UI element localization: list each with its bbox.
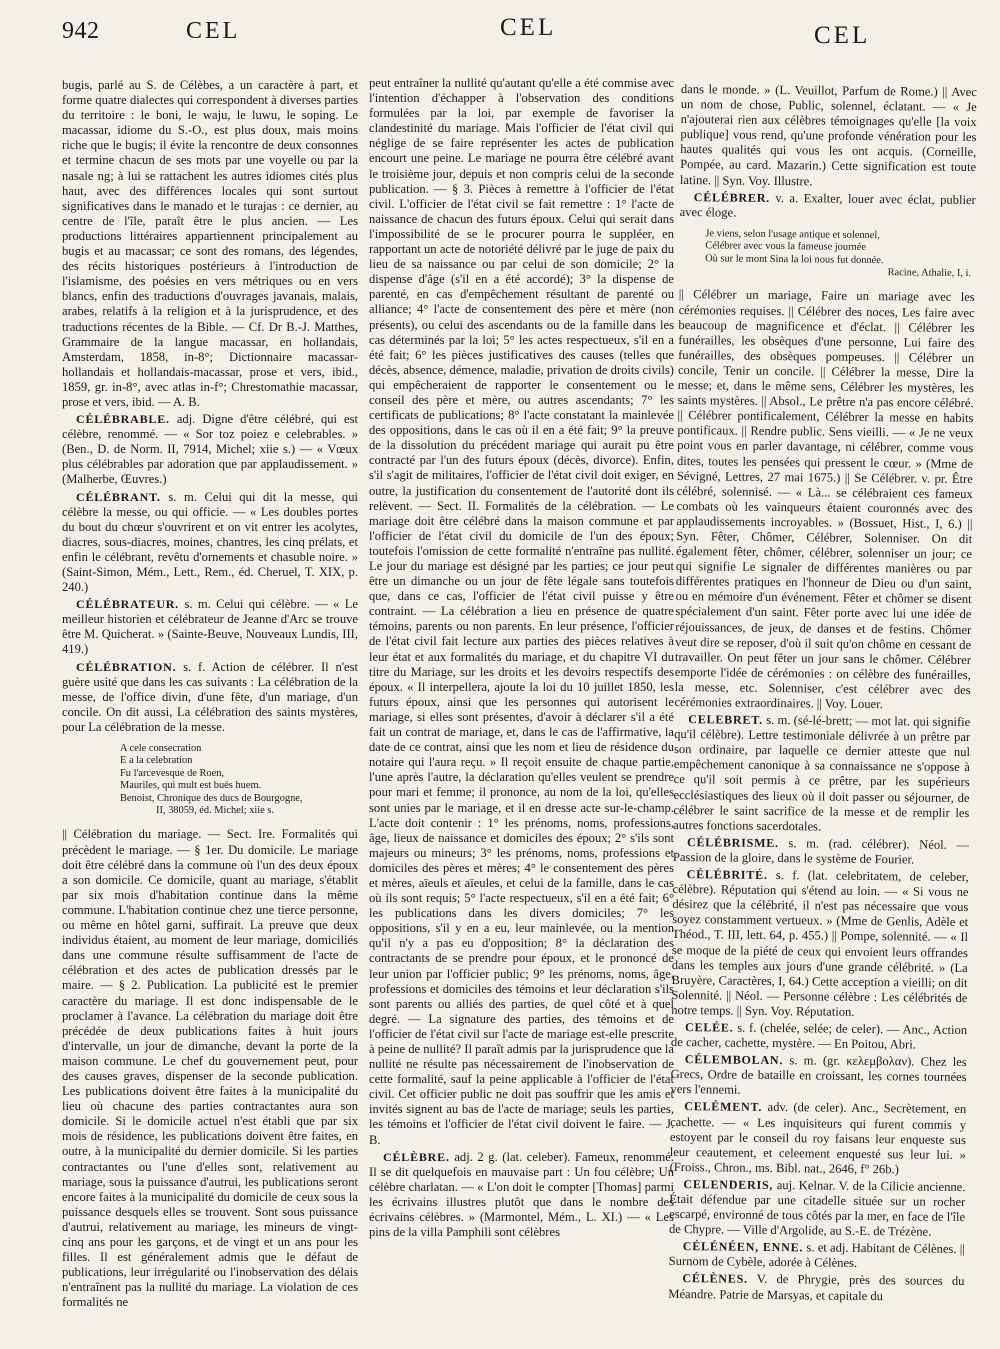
- entry-body: s. m. Celui qui célèbre. — « Le meilleur historien et célébrateur de Jeanne d'Arc se trouve être M. Quicherat. » (Sainte-Beuve, Nouveaux Lundis, III, 419.): [62, 597, 358, 657]
- entry-celebrable: [62, 412, 358, 487]
- entry-body: s. et adj. Habitant de Célènes. || Surnom de Cybèle, adorée à Célènes.: [668, 1240, 965, 1271]
- entry-celebrateur: [62, 597, 358, 657]
- paragraph-celebration-mariage: || Célébration du mariage. — Sect. Ire. Formalités qui précèdent le mariage. — § 1er. Du domicile. Le mariage doit être célébré dans la commune où l'un des deux époux a son domicile. Ce domicile, quant au mariage, s'établit par six mois d'habitation continue dans la même commune. L'habitation continue chez une tierce personne, ou même en hôtel garni, suffirait. La preuve que deux individus étaient, au moment de leur mariage, domiciliés dans une commune résulte suffisamment de l'acte de célébration et des actes de publication dressés par le maire. — § 2. Publication. La publicité est le premier caractère du mariage. Il est donc indispensable de le proclamer à l'avance. La célébration du mariage doit être précédée de deux publications faites à huit jours d'intervalle, un jour de dimanche, devant la porte de la maison commune. Le chef du gouvernement peut, pour des causes graves, dispenser de la seconde publication. Les publications doivent être faites à la municipalité du lieu où chacune des parties contractantes aura son domicile. Si le domicile actuel n'est établi que par six mois de résidence, les publications doivent être faites, en outre, à la municipalité du dernier domicile. Si les parties contractantes ou l'une d'elles sont, relativement au mariage, sous la puissance d'autrui, les publications seront encore faites à la municipalité du domicile de ceux sous la puissance desquels elles se trouvent. Sont sous puissance d'autrui, relativement au mariage, les mineurs de vingt-cinq ans pour les garçons, et de vingt et un ans pour les filles. Il est généralement admis que le défaut de publications, leur irrégularité ou l'inobservation des délais n'entraînent pas la nullité du mariage. La violation de ces formalités ne: [62, 827, 358, 1310]
- entry-body: s. f. (chelée, selée; de celer). — Anc., Action de cacher, cachette, mystère. — En Poitou, Abri.: [670, 1020, 968, 1052]
- entry-body: s. m. (rad. célébrer). Néol. — Passion de la gloire, dans le système de Fourier.: [672, 836, 970, 867]
- headword: CÉLÉBRATEUR.: [76, 597, 180, 612]
- headword: CÉLÉBRISME.: [686, 834, 779, 850]
- entry-body: V. de Phrygie, près des sources du Méandre. Patrie de Marsyas, et capitale du: [668, 1272, 965, 1303]
- entry-body: v. a. Exalter, louer avec éclat, publier avec éloge.: [679, 190, 976, 220]
- entry-celement: [670, 1099, 967, 1178]
- page-number: 942: [62, 18, 100, 44]
- headword: CÉLÉBRER.: [693, 189, 771, 205]
- entry-body: s. m. (gr. κελεμβολαν). Chez les Grecs, Ordre de bataille en croissant, les cornes tournées vers l'ennemi.: [670, 1053, 967, 1098]
- entry-celebrant: [62, 490, 358, 596]
- entry-celebrisme: [673, 835, 969, 868]
- headword: CELÉE.: [685, 1020, 734, 1035]
- entry-body: s. f. (lat. celebritatem, de celeber, célèbre). Réputation qui s'étend au loin. — « Si vous ne désirez que la célébrité, il n'est pas nécessaire que vous soyez constamment vertueux. » (Mme de Genlis, Adèle et Théod., T. III, lett. 64, p. 455.) || Pompe, solennité. — « Il se moque de la piété de ceux qui envoient leurs offrandes dans les temples aux jours d'une grande célébrité. » (La Bruyère, Caractères, I, 64.) Cette acception a vieilli; on dit Solennité. || Néol. — Personne célèbre : Les célébrités de notre temps. || Syn. Voy. Réputation.: [671, 868, 969, 1019]
- quotation-source: II, 38059, éd. Michel; xiie s.: [156, 805, 275, 817]
- entry-body: s. m. Celui qui dit la messe, qui célèbre la messe, ou qui officie. — « Les doubles portes du bout du chœur s'ouvrirent et on vit entrer les acolytes, diacres, sous-diacres, moines, chantres, les cinq prélats, et enfin le célébrant, revêtu d'ornements et chasuble noire. » (Saint-Simon, Mém., Lett., Rem., éd. Cheruel, T. XIX, p. 240.): [62, 489, 358, 595]
- paragraph-celebrer-senses: || Célébrer un mariage, Faire un mariage avec les cérémonies requises. || Célébrer des noces, Les faire avec beaucoup de magnificence et d'éclat. || Célébrer les funérailles, les obsèques d'une personne, Lui faire des funérailles, des obsèques pompeuses. || Célébrer un concile, Tenir un concile. || Célébrer la messe, Dire la messe; et, dans le même sens, Célébrer les mystères, les saints mystères. || Absol., Le prêtre n'a pas encore célébré. || Célébrer pontificalement, Célébrer la messe en habits pontificaux. || Rendre public. Sens vieilli. — « Je ne veux point vous en parler davantage, ni célébrer, comme vous dites, toutes les pensées qui pressent le cœur. » (Mme de Sévigné, Lettres, 27 mai 1675.) || Se Célébrer. v. pr. Être célébré, solennisé. — « Là... se célébraient ces fameux combats où les vainqueurs étaient couronnés avec des applaudissements incroyables. » (Bossuet, Hist., I, 6.) || Syn. Fêter, Chômer, Célébrer, Solenniser. On dit également fêter, chômer, célébrer, solenniser un jour; ce qui signifie Le signaler de différentes manières ou par différentes pratiques en l'honneur de Dieu ou d'un saint, ou en mémoire d'un événement. Fêter et chômer se disent spécialement d'un saint. Fêter porte avec lui une idée de réjouissances, de jeux, de danses et de festins. Chômer veut dire se reposer, d'où il suit qu'on chôme en cessant de travailler. On peut fêter un jour sans le chômer. Célébrer emporte l'idée de cérémonies : on célèbre des funérailles, la messe, etc. Solenniser, c'est célébrer avec des cérémonies extraordinaires. || Voy. Louer.: [674, 287, 975, 712]
- entry-celeneen: [669, 1239, 965, 1272]
- verse-quotation: [679, 228, 976, 281]
- column-middle: [369, 76, 674, 1338]
- verse-line: Je viens, selon l'usage antique et solennel,: [705, 228, 880, 241]
- entry-body: adj. Digne d'être célébré, qui est célèbre, renommé. — « Sor toz poiez e celebrables. » (Ben., D. de Norm. II, 7914, Michel; xiie s.) — « Vœux plus célébrables par adoration que par applaudissement. » (Malherbe, Œuvres.): [62, 412, 358, 487]
- header-word-center: CEL: [500, 14, 557, 41]
- headword: CÉLÉBRATION.: [76, 659, 177, 674]
- verse-line: A cele consecration: [120, 743, 202, 755]
- paragraph-bugis: bugis, parlé au S. de Célèbes, a un caractère à part, et forme quatre dialectes qui correspondent à diverses parties du territoire : le boni, le waju, le luwu, le soping. Le macassar, idiome du S.-O., est plus doux, mais moins riche que le bugis; il évite la rencontre de deux consonnes et termine chacun de ses mots par une voyelle ou par la nasale ng; à lui se rattachent les autres idiomes cités plus haut, avec des différences locales qui sont surtout significatives dans le manado et le turajas : ce dernier, au centre de l'île, paraît être le plus ancien. — Les productions littéraires appartiennent principalement au bugis et au macassar; ce sont des romans, des légendes, des récits historiques postérieurs à l'introduction de l'islamisme, des poésies en vers métriques ou en vers blancs, enfin des traductions d'ouvrages javanais, malais, arabes, relatifs à la religion et à la jurisprudence, et des traductions récentes de la Bible. — Cf. Dr B.-J. Matthes, Grammaire de la langue macassar, en hollandais, Amsterdam, 1858, in-8°; Dictionnaire macassar-hollandais et hollandais-macassar, prose et vers, ibid., 1859, gr. in-8°, avec atlas in-f°; Chrestomathie macassar, prose et vers, ibid. — A. B.: [62, 78, 358, 409]
- verse-line: Fu l'arcevesque de Roen,: [120, 767, 225, 779]
- entry-celenderis: [669, 1177, 966, 1240]
- header-word-left: CEL: [186, 18, 241, 44]
- entry-celembolan: [670, 1052, 966, 1100]
- paragraph-celebre-continued: dans le monde. » (L. Veuillot, Parfum de Rome.) || Avec un nom de chose, Public, solennel, éclatant. — « Je n'ajouterai rien aux célèbres témoignages qu'elle [la voix publique] vous rend, qu'une profonde vénération pour les hautes qualités qui vous les ont acquis. (Corneille, Pompée, au card. Mazarin.) Cette signification est toute latine. || Syn. Voy. Illustre.: [679, 82, 977, 188]
- entry-celebrite: [671, 867, 969, 1021]
- verse-line: Mauriles, qui mult est bués huem.: [120, 780, 262, 792]
- entry-celebrer: [680, 190, 976, 223]
- quotation-source: Benoist, Chronique des ducs de Bourgogne,: [120, 792, 303, 804]
- headword: CELÉMENT.: [684, 1099, 763, 1115]
- entry-body: adv. (de celer). Anc., Secrètement, en cachette. — « Les inquisiteurs qui furent commis y estoyent par le conseil du roy faisans leur enqueste sus leur ceautement, et celeement enquesté sus leur lui. » (Froiss., Chron., ms. Bibl. nat., 2646, f° 26b.): [669, 1100, 967, 1177]
- verse-line: Célébrer avec vous la fameuse journée: [705, 240, 867, 254]
- header-word-right: CEL: [814, 22, 871, 49]
- running-header: [62, 14, 960, 58]
- column-left: [62, 78, 358, 1340]
- entry-celee: [671, 1020, 967, 1053]
- paragraph-mariage-continued: peut entraîner la nullité qu'autant qu'elle a été commise avec l'intention d'échapper à l'observation des conditions formulées par la loi, par exemple de favoriser la clandestinité du mariage. Mais l'officier de l'état civil qui néglige de se faire représenter les actes de publication encourt une peine. Le mariage ne pourra être célébré avant le troisième jour, depuis et non compris celui de la seconde publication. — § 3. Pièces à remettre à l'officier de l'état civil. L'officier de l'état civil se fait remettre : 1° l'acte de naissance de chacun des futurs époux. Celui qui serait dans l'impossibilité de se le procurer pourra le suppléer, en rapportant un acte de notoriété délivré par le juge de paix du lieu de sa naissance ou par celui de son domicile; 2° la dispense d'âge (s'il en a été accordé); 3° la dispense de parenté, en cas d'empêchement résultant de parenté ou alliance; 4° l'acte de consentement des père et mère (non présents), ou celui des ascendants ou de la famille dans les cas déterminés par la loi; 5° les actes respectueux, s'il en a été fait; 6° les pièces justificatives des causes (telles que décès, absence, démence, maladie, privation de droits civils) qui empêcheraient de rapporter le consentement ou le conseil des père et mère, ou autres ascendants; 7° les certificats de publications; 8° l'acte constatant la mainlevée des oppositions, dans le cas où il en a été fait; 9° la preuve de la dissolution du précédent mariage qui aurait pu être contracté par l'un des futurs époux (décès, divorce). Enfin, s'il s'agit de militaires, l'officier de l'état civil doit exiger, en outre, la justification du consentement de l'autorité dont ils relèvent. — Sect. II. Formalités de la célébration. — Le mariage doit être célébré dans la maison commune et par l'officier de l'état civil du domicile de l'un des époux; toutefois l'omission de cette formalité n'entraîne pas nullité. Le jour du mariage est désigné par les parties; ce jour peut être un dimanche ou un jour de fête légale sans toutefois que, dans ce cas, l'officier de l'état civil puisse y être contraint. — La célébration a lieu en présence de quatre témoins, parents ou non parents. En leur présence, l'officier de l'état civil fait lecture aux parties des pièces relatives à leur état et aux formalités du mariage, et du chapitre VI du titre du Mariage, sur les droits et les devoirs respectifs des époux. « Il interpellera, ajoute la loi du 10 juillet 1850, les futurs époux, ainsi que les personnes qui autorisent le mariage, si elles sont présentes, d'avoir à déclarer s'il a été fait un contrat de mariage, et, dans le cas de l'affirmative, la date de ce contrat, ainsi que les nom et lieu de résidence du notaire qui l'aura reçu. » Il reçoit ensuite de chaque partie, l'une après l'autre, la déclaration qu'elles veulent se prendre pour mari et femme; il prononce, au nom de la loi, qu'elles sont unies par le mariage, et il en dresse acte sur-le-champ. L'acte doit contenir : 1° les prénoms, noms, professions, âge, lieux de naissance et domiciles des époux; 2° s'ils sont majeurs ou mineurs; 3° les prénoms, noms, professions et domiciles des pères et mères; 4° le consentement des pères et mères, aïeuls et aïeules, et celui de la famille, dans le cas où ils sont requis; 5° l'acte respectueux, s'il en a été fait; 6° les publications dans les divers domiciles; 7° les oppositions, s'il y en a eu, leur mainlevée, ou la mention qu'il n'y a pas eu d'opposition; 8° la déclaration des contractants de se prendre pour époux, et le prononcé de leur union par l'officier public; 9° les prénoms, noms, âge, professions et domiciles des témoins et leur déclaration s'ils sont parents ou alliés des parties, de quel côté et à quel degré. — La signature des parties, des témoins et de l'officier de l'état civil sur l'acte de mariage est-elle prescrite à peine de nullité? Il paraît admis par la jurisprudence que la nullité ne résulte pas nécessairement de l'inobservation de cette formalité, sauf la peine applicable à l'officier de l'état civil. Cet officier public ne doit pas souffrir que les amis et invités signent au bas de l'acte de mariage; seuls les parties, les témoins et l'officier de l'état civil doivent le faire. — J. B.: [369, 76, 674, 1147]
- entry-body: s. f. Action de célébrer. Il n'est guère usité que dans les cas suivants : La célébration de la messe, de l'office divin, d'une fête, d'un mariage, d'un concile. On dit aussi, La célébration des saints mystères, pour La célébration de la messe.: [62, 659, 358, 734]
- quotation-source: Racine, Athalie, I, i.: [887, 267, 972, 280]
- entry-celebret: [673, 712, 970, 836]
- headword: CÉLÉBRANT.: [76, 489, 161, 504]
- column-right: [668, 82, 977, 1347]
- entry-body: s. m. (sé-lé-brett; — mot lat. qui signifie qu'il célèbre). Lettre testimoniale délivrée à un prêtre par son ordinaire, par laquelle ce dernier atteste que nul empêchement canonique à sa connaissance ne s'oppose à ce qu'il soit permis à ce prêtre, par les supérieurs ecclésiastiques des lieux où il doit passer ou séjourner, de célébrer le saint sacrifice de la messe et de remplir les autres fonctions sacerdotales.: [673, 713, 971, 834]
- headword: CÉLÉNÉEN, ENNE.: [682, 1239, 804, 1255]
- entry-celebre: [369, 1150, 674, 1241]
- entry-celebration: [62, 660, 358, 735]
- verse-quotation: [62, 743, 358, 817]
- headword: CÉLÈNES.: [682, 1271, 748, 1287]
- entry-body: auj. Kelnar. V. de la Cilicie ancienne. Était défendue par une citadelle située sur un rocher escarpé, environné de tous côtés par la mer, en face de l'île de Chypre. — Ville d'Argolide, au S.-E. de Trézène.: [668, 1177, 966, 1239]
- entry-celenes: [668, 1271, 964, 1304]
- headword: CÉLÈBRE.: [383, 1149, 450, 1164]
- headword: CELENDERIS,: [683, 1176, 774, 1192]
- headword: CELEBRET.: [688, 712, 764, 727]
- headword: CÉLÉBRITÉ.: [686, 867, 768, 882]
- verse-line: E a la celebration: [120, 755, 193, 767]
- headword: CÉLÉBRABLE.: [76, 412, 170, 427]
- entry-body: adj. 2 g. (lat. celeber). Fameux, renommé. Il se dit quelquefois en mauvaise part : Un fou célèbre; Un célèbre charlatan. — « L'on doit le compter [Thomas] parmi les écrivains illustres plutôt que dans le nombre des écrivains célèbres. » (Marmontel, Mém., L. XI.) — « Les pins de la villa Pamphili sont célèbres: [369, 1149, 674, 1240]
- headword: CÉLEMBOLAN.: [684, 1052, 784, 1068]
- verse-line: Où sur le mont Sina la loi nous fut donnée.: [705, 252, 884, 266]
